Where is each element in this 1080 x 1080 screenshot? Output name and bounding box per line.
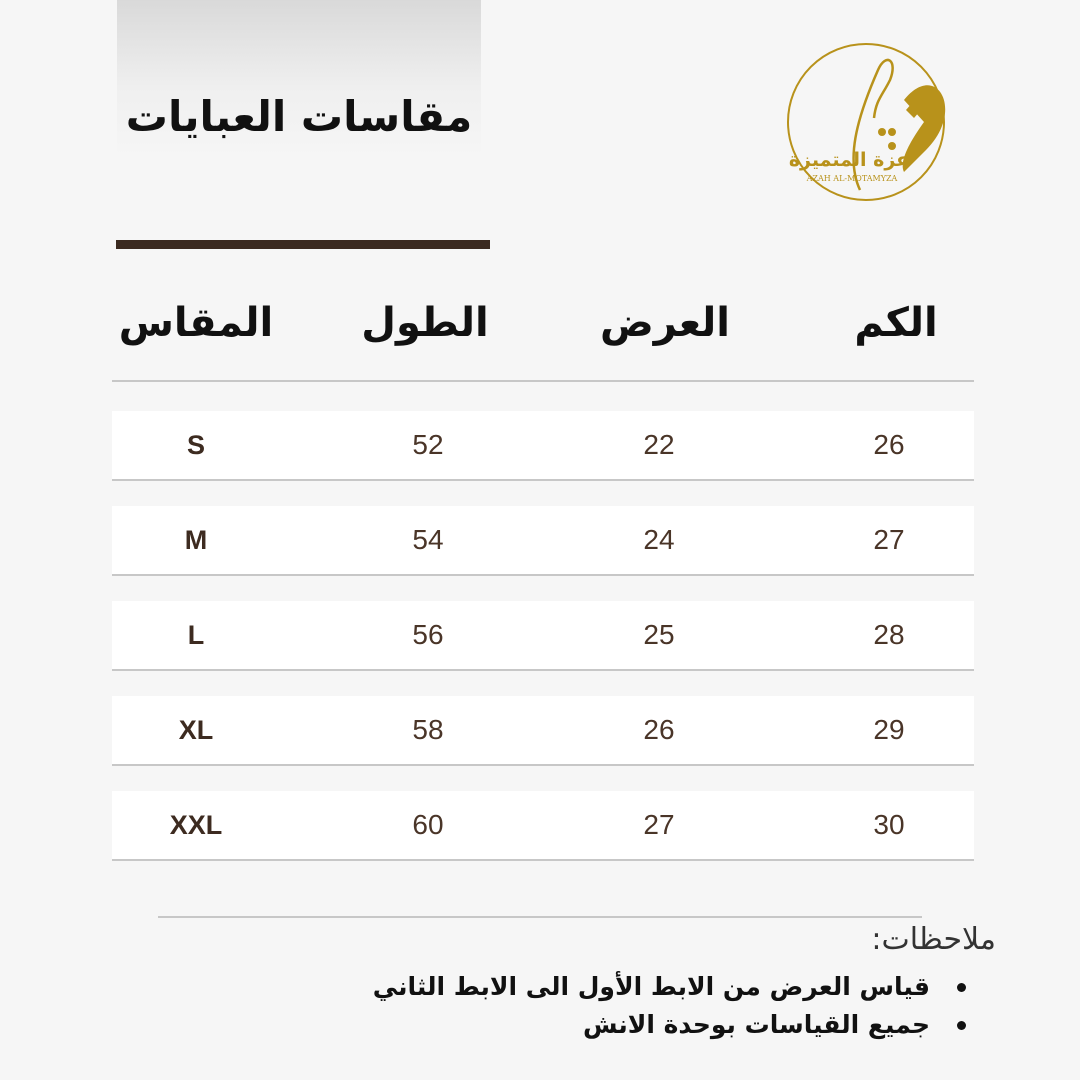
width-cell: 22 [643,429,675,460]
size-cell: XL [178,715,214,745]
sleeve-cell: 26 [873,429,905,460]
sleeve-cell: 28 [873,619,905,650]
length-cell: 56 [412,619,444,650]
title-underline [116,240,490,249]
notes-list [373,968,930,1044]
size-cell: L [187,620,205,650]
header-divider [112,380,974,382]
brand-logo [786,40,946,204]
size-cell: S [186,430,205,460]
length-cell: 58 [412,714,444,745]
logo-name-ar: عزة المتميزة [788,149,910,171]
table-row [112,411,974,481]
table-row [112,601,974,671]
note-text: جميع القياسات بوحدة الانش [583,1010,930,1039]
size-cell: M [184,525,208,555]
header-length: الطول [361,300,489,346]
page-title: مقاسات العبايات [125,92,473,141]
width-cell: 24 [643,524,675,555]
width-cell: 26 [643,714,675,745]
length-cell: 52 [412,429,444,460]
note-text: قياس العرض من الابط الأول الى الابط الثاني [372,972,930,1001]
bullet-icon [957,1021,966,1030]
table-row [112,791,974,861]
notes-title: ملاحظات: [871,922,996,957]
length-cell: 60 [412,809,444,840]
sleeve-cell: 30 [873,809,905,840]
width-cell: 27 [643,809,675,840]
note-item [373,968,930,1006]
length-cell: 54 [412,524,444,555]
note-item [373,1006,930,1044]
width-cell: 25 [643,619,675,650]
header-size: المقاس [118,300,274,346]
header-width: العرض [600,300,730,346]
sleeve-cell: 29 [873,714,905,745]
bullet-icon [957,983,966,992]
notes-divider [158,916,922,918]
size-cell: XXL [169,810,223,840]
table-row [112,506,974,576]
sleeve-cell: 27 [873,524,905,555]
logo-emblem-icon [786,40,946,204]
header-sleeve: الكم [854,300,938,346]
table-row [112,696,974,766]
logo-name-en: AZAH AL-MOTAMYZA [806,174,898,183]
